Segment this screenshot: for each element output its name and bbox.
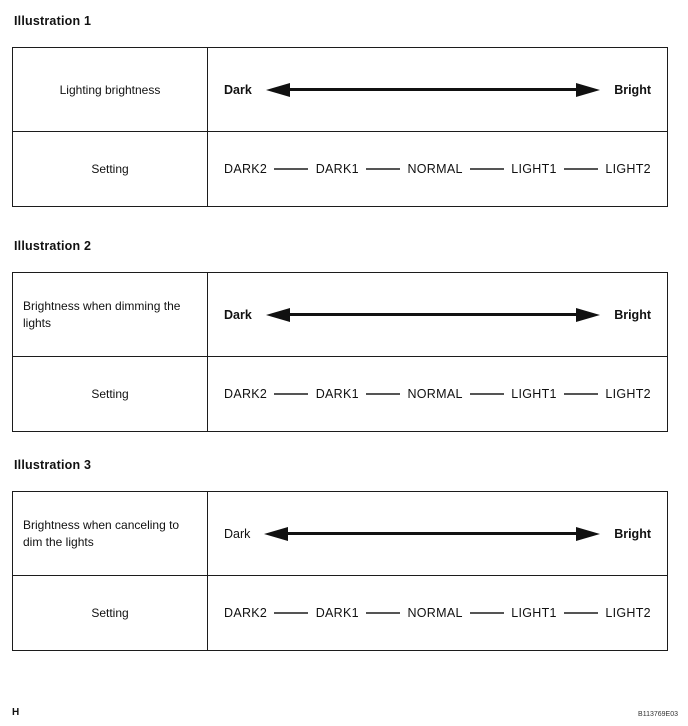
setting-header-cell <box>13 576 208 650</box>
row-header-label: Brightness when canceling to dim the lights <box>23 518 180 549</box>
arrowhead-right-icon <box>576 83 600 97</box>
dark-bright-arrow-icon <box>264 527 600 541</box>
illustration-3-table <box>12 491 668 651</box>
arrow-shaft <box>290 88 576 91</box>
setting-connector <box>470 393 504 395</box>
setting-connector <box>366 393 400 395</box>
dark-label: Dark <box>224 82 252 97</box>
illustration-2-title: Illustration 2 <box>14 239 92 253</box>
dark-bright-arrow-icon <box>266 308 600 322</box>
setting-connector <box>470 612 504 614</box>
arrow-shaft <box>288 532 576 535</box>
setting-connector <box>274 168 308 170</box>
illustration-1-title: Illustration 1 <box>14 14 92 28</box>
setting-connector <box>274 612 308 614</box>
row-header-cell <box>13 273 208 356</box>
setting-label: NORMAL <box>407 387 463 401</box>
arrowhead-left-icon <box>266 308 290 322</box>
setting-label: DARK2 <box>224 606 268 620</box>
settings-scale-cell <box>208 132 667 206</box>
table-row <box>13 273 667 356</box>
illustration-2-table <box>12 272 668 432</box>
setting-connector <box>564 612 598 614</box>
setting-label: LIGHT1 <box>511 606 557 620</box>
illustration-1-table <box>12 47 668 207</box>
setting-connector <box>274 393 308 395</box>
setting-header-cell <box>13 132 208 206</box>
table-row <box>13 492 667 575</box>
setting-label: LIGHT2 <box>605 387 651 401</box>
table-row <box>13 131 667 206</box>
setting-connector <box>366 612 400 614</box>
setting-header-label: Setting <box>91 387 129 401</box>
setting-label: DARK2 <box>224 162 268 176</box>
setting-label: LIGHT1 <box>511 162 557 176</box>
setting-label: LIGHT2 <box>605 606 651 620</box>
setting-header-label: Setting <box>91 606 129 620</box>
row-header-cell <box>13 492 208 575</box>
row-header-cell <box>13 48 208 131</box>
setting-label: DARK2 <box>224 387 268 401</box>
arrowhead-left-icon <box>266 83 290 97</box>
illustration-3-title: Illustration 3 <box>14 458 92 472</box>
arrowhead-left-icon <box>264 527 288 541</box>
brightness-scale-cell <box>208 492 667 575</box>
bright-label: Bright <box>614 526 651 541</box>
setting-label: DARK1 <box>315 606 359 620</box>
setting-header-label: Setting <box>91 162 129 176</box>
table-row <box>13 575 667 650</box>
row-header-label: Brightness when dimming the lights <box>23 299 181 330</box>
setting-connector <box>470 168 504 170</box>
dark-label: Dark <box>224 526 251 541</box>
setting-label: LIGHT1 <box>511 387 557 401</box>
setting-connector <box>564 168 598 170</box>
brightness-scale-cell <box>208 273 667 356</box>
arrowhead-right-icon <box>576 308 600 322</box>
table-row <box>13 356 667 431</box>
dark-label: Dark <box>224 307 252 322</box>
setting-label: DARK1 <box>315 387 359 401</box>
setting-connector <box>366 168 400 170</box>
page-footer <box>12 707 678 718</box>
arrowhead-right-icon <box>576 527 600 541</box>
settings-scale-cell <box>208 576 667 650</box>
row-header-label: Lighting brightness <box>59 82 161 97</box>
bright-label: Bright <box>614 307 651 322</box>
table-row <box>13 48 667 131</box>
settings-scale-cell <box>208 357 667 431</box>
setting-label: DARK1 <box>315 162 359 176</box>
brightness-scale-cell <box>208 48 667 131</box>
arrow-shaft <box>290 313 576 316</box>
bright-label: Bright <box>614 82 651 97</box>
setting-label: NORMAL <box>407 606 463 620</box>
setting-header-cell <box>13 357 208 431</box>
setting-connector <box>564 393 598 395</box>
setting-label: NORMAL <box>407 162 463 176</box>
dark-bright-arrow-icon <box>266 83 600 97</box>
figure-reference-code: B113769E03 <box>638 711 678 718</box>
setting-label: LIGHT2 <box>605 162 651 176</box>
footer-page-mark: H <box>12 707 20 718</box>
